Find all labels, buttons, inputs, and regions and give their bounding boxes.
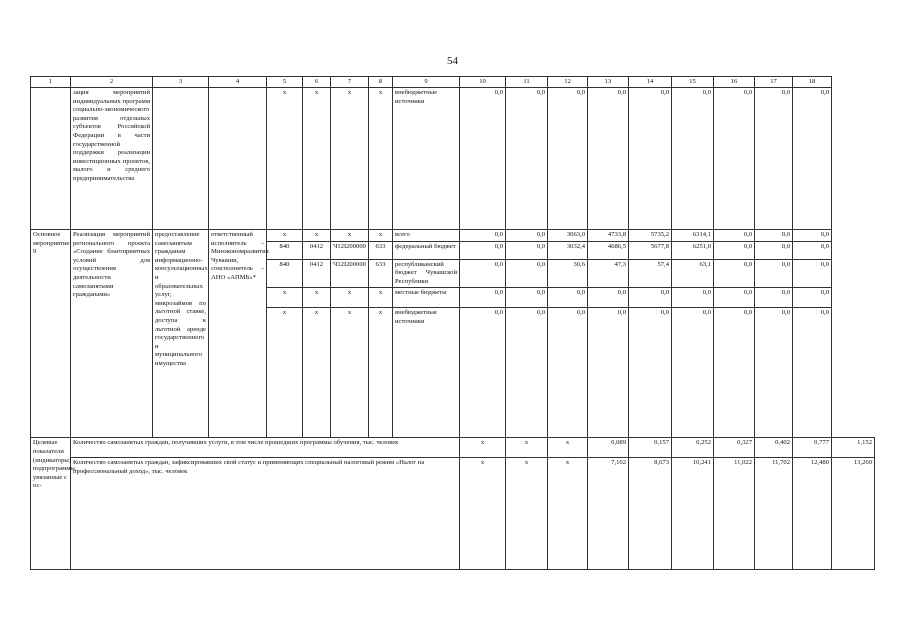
- cell-source: внебюджетные источники: [393, 308, 460, 438]
- cell-value: 0,0: [793, 308, 832, 438]
- cell-code: x: [369, 88, 393, 230]
- cell-code: x: [369, 230, 393, 242]
- cell-value: 0,777: [793, 438, 832, 458]
- cell-code: x: [369, 288, 393, 308]
- cell-value: 0,157: [629, 438, 672, 458]
- header-cell: 8: [369, 77, 393, 88]
- header-cell: 14: [629, 77, 672, 88]
- table-row: [31, 458, 875, 570]
- cell-value: 0,0: [588, 308, 629, 438]
- cell-value: 0,0: [548, 288, 588, 308]
- cell-source: федеральный бюджет: [393, 241, 460, 259]
- cell-empty: [209, 88, 267, 230]
- cell-x: x: [548, 438, 588, 458]
- cell-value: 4686,5: [588, 241, 629, 259]
- cell-empty: [153, 88, 209, 230]
- cell-value: 0,0: [506, 230, 548, 242]
- cell-source: республиканский бюджет Чувашской Республики: [393, 259, 460, 288]
- cell-value: 0,0: [460, 259, 506, 288]
- cell-event-name: Реализация мероприятий регионального проекта «Создание благоприятных условий для осуществления деятельности самозанятыми гражданами»: [71, 230, 153, 438]
- cell-event-result: предоставление самозанятым гражданам информационно-консультационных и образовательных услуг, микрозаймов по льготной ставке, доступа к льготной аренде государственного и муниципального имущества: [153, 230, 209, 438]
- header-row: [31, 77, 875, 88]
- cell-value: 0,0: [588, 88, 629, 230]
- cell-value: 57,4: [629, 259, 672, 288]
- header-cell: 5: [267, 77, 303, 88]
- cell-code: x: [303, 230, 331, 242]
- cell-value: 0,0: [460, 88, 506, 230]
- table-row: [31, 438, 875, 458]
- cell-value: 0,0: [460, 308, 506, 438]
- cell-value: 0,0: [548, 308, 588, 438]
- cell-value: 0,0: [755, 241, 793, 259]
- cell-value: 0,0: [460, 230, 506, 242]
- header-cell: 2: [71, 77, 153, 88]
- cell-value: 0,0: [506, 259, 548, 288]
- cell-value: 0,0: [755, 288, 793, 308]
- cell-value: 0,0: [793, 230, 832, 242]
- cell-value: 0,0: [672, 308, 714, 438]
- table-row: [31, 88, 875, 230]
- cell-value: 47,3: [588, 259, 629, 288]
- cell-value: 0,0: [506, 88, 548, 230]
- cell-value: 7,102: [588, 458, 629, 570]
- cell-value: 0,0: [793, 288, 832, 308]
- cell-value: 0,0: [629, 288, 672, 308]
- header-cell: 6: [303, 77, 331, 88]
- cell-executor: ответственный исполнитель – Минэкономразвития Чувашии, соисполнитель – АНО «АПМБ»*: [209, 230, 267, 438]
- cell-target-text: Количество самозанятых граждан, получивших услуги, в том числе прошедших программы обучения, тыс. человек: [71, 438, 460, 458]
- cell-value: 0,0: [672, 88, 714, 230]
- cell-target-text: Количество самозанятых граждан, зафиксировавших свой статус и применяющих специальный налоговый режим «Налог на профессиональный доход», тыс. человек: [71, 458, 460, 570]
- cell-code: 840: [267, 259, 303, 288]
- header-cell: 9: [393, 77, 460, 88]
- cell-value: 0,0: [793, 241, 832, 259]
- cell-value: 11,702: [755, 458, 793, 570]
- cell-value: 0,0: [629, 308, 672, 438]
- cell-value: 63,1: [672, 259, 714, 288]
- cell-code: 633: [369, 241, 393, 259]
- cell-value: 8,673: [629, 458, 672, 570]
- cell-value: 0,0: [629, 88, 672, 230]
- cell-source: внебюджетные источники: [393, 88, 460, 230]
- header-cell: 12: [548, 77, 588, 88]
- cell-code: x: [369, 308, 393, 438]
- cell-value: 0,0: [755, 259, 793, 288]
- cell-value: 0,0: [506, 308, 548, 438]
- header-cell: 10: [460, 77, 506, 88]
- cell-x: x: [460, 438, 506, 458]
- cell-code: Ч12I200000: [331, 259, 369, 288]
- cell-code: Ч12I200000: [331, 241, 369, 259]
- header-cell: 7: [331, 77, 369, 88]
- cell-code: x: [331, 88, 369, 230]
- cell-x: x: [506, 458, 548, 570]
- header-cell: 15: [672, 77, 714, 88]
- cell-value: 0,0: [755, 230, 793, 242]
- cell-code: x: [303, 308, 331, 438]
- header-cell: 17: [755, 77, 793, 88]
- cell-code: x: [303, 288, 331, 308]
- cell-x: x: [506, 438, 548, 458]
- cell-value: 0,252: [672, 438, 714, 458]
- cell-value: 3063,0: [548, 230, 588, 242]
- cell-x: x: [460, 458, 506, 570]
- cell-value: 0,0: [714, 259, 755, 288]
- header-cell: 16: [714, 77, 755, 88]
- cell-value: 0,0: [755, 308, 793, 438]
- cell-value: 0,0: [588, 288, 629, 308]
- cell-code: 840: [267, 241, 303, 259]
- cell-value: 10,241: [672, 458, 714, 570]
- cell-value: 3032,4: [548, 241, 588, 259]
- cell-value: 0,0: [460, 288, 506, 308]
- cell-empty: [31, 88, 71, 230]
- cell-value: 0,0: [672, 288, 714, 308]
- cell-code: x: [303, 88, 331, 230]
- cell-value: 0,0: [460, 241, 506, 259]
- cell-value: 0,0: [506, 288, 548, 308]
- cell-value: 0,0: [714, 308, 755, 438]
- cell-value: 11,022: [714, 458, 755, 570]
- cell-code: x: [267, 288, 303, 308]
- cell-event-type: Основное мероприятие 9: [31, 230, 71, 438]
- page-number: 54: [447, 55, 458, 67]
- header-cell: 1: [31, 77, 71, 88]
- cell-value: 0,0: [714, 241, 755, 259]
- cell-value: 1,152: [832, 438, 875, 458]
- cell-value: 6314,1: [672, 230, 714, 242]
- cell-value: 4733,8: [588, 230, 629, 242]
- cell-value: 5677,8: [629, 241, 672, 259]
- budget-table: [30, 76, 875, 570]
- cell-code: x: [331, 288, 369, 308]
- header-cell: 4: [209, 77, 267, 88]
- cell-value: 0,0: [714, 288, 755, 308]
- cell-x: x: [548, 458, 588, 570]
- cell-source: местные бюджеты: [393, 288, 460, 308]
- cell-value: 0,089: [588, 438, 629, 458]
- header-cell: 11: [506, 77, 548, 88]
- header-cell: 18: [793, 77, 832, 88]
- cell-value: 0,0: [793, 259, 832, 288]
- cell-value: 6251,0: [672, 241, 714, 259]
- cell-event-name: зация мероприятий индивидуальных программ социально-экономического развития отдельных субъектов Российской Федерации в части государственной поддержки реализации инвестиционных проектов, малого и среднего предпринимательства: [71, 88, 153, 230]
- cell-code: x: [331, 230, 369, 242]
- cell-value: 0,0: [714, 230, 755, 242]
- cell-code: x: [267, 88, 303, 230]
- cell-value: 5735,2: [629, 230, 672, 242]
- cell-value: 13,260: [832, 458, 875, 570]
- cell-target-header: Целевые показатели (индикаторы) подпрограммы, увязанные с ос-: [31, 438, 71, 570]
- cell-value: 12,480: [793, 458, 832, 570]
- cell-code: x: [267, 308, 303, 438]
- cell-value: 0,402: [755, 438, 793, 458]
- cell-value: 0,327: [714, 438, 755, 458]
- cell-code: x: [267, 230, 303, 242]
- cell-value: 0,0: [793, 88, 832, 230]
- header-cell: 13: [588, 77, 629, 88]
- cell-code: 0412: [303, 259, 331, 288]
- cell-value: 0,0: [755, 88, 793, 230]
- cell-value: 0,0: [548, 88, 588, 230]
- cell-code: 633: [369, 259, 393, 288]
- cell-value: 30,6: [548, 259, 588, 288]
- header-cell: 3: [153, 77, 209, 88]
- cell-source: всего: [393, 230, 460, 242]
- cell-value: 0,0: [714, 88, 755, 230]
- table-row: [31, 230, 875, 242]
- cell-code: 0412: [303, 241, 331, 259]
- cell-value: 0,0: [506, 241, 548, 259]
- cell-code: x: [331, 308, 369, 438]
